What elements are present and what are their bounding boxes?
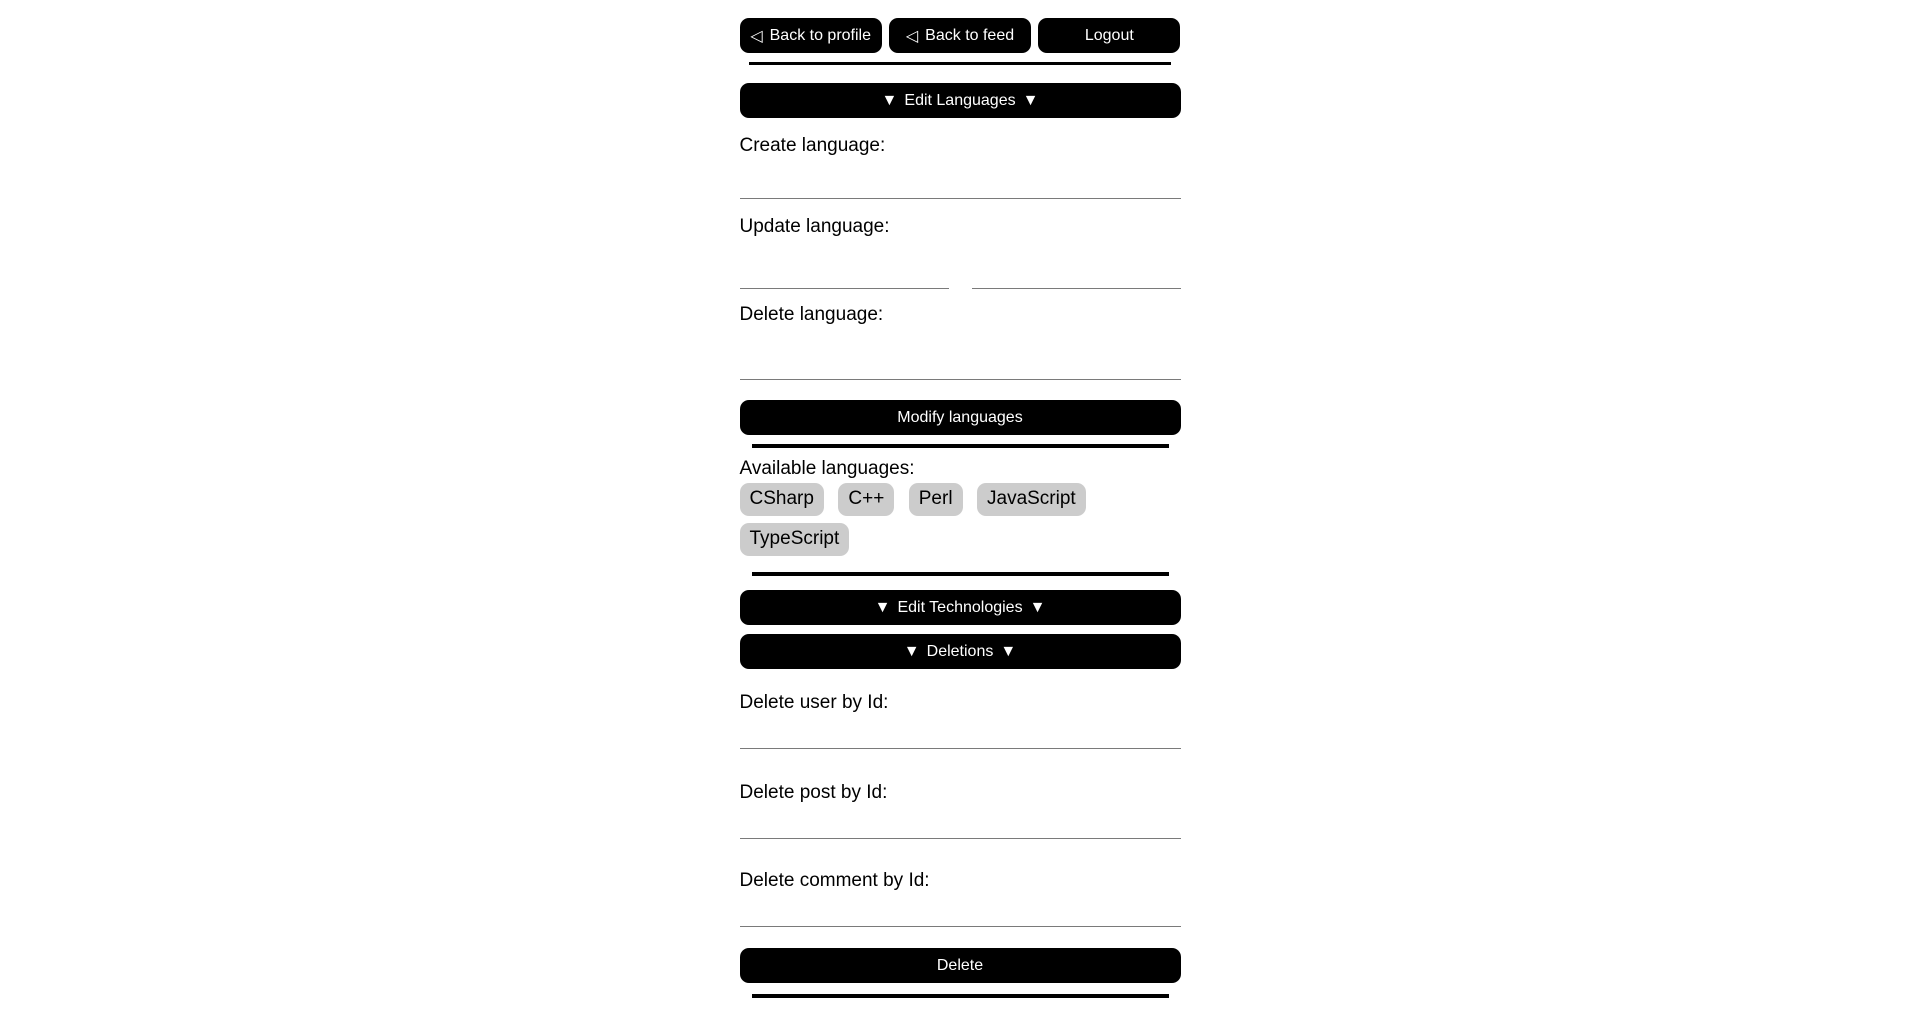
- delete-language-label: Delete language:: [739, 304, 884, 325]
- back-to-feed-label: Back to feed: [925, 26, 1015, 44]
- admin-panel: [740, 0, 1181, 998]
- update-language-new-input[interactable]: [972, 247, 1181, 289]
- update-language-label: Update language:: [739, 216, 890, 237]
- create-language-label: Create language:: [739, 135, 886, 156]
- delete-user-id-input[interactable]: [740, 714, 1181, 749]
- back-triangle-icon: ◁: [750, 27, 763, 45]
- modify-languages-button[interactable]: [740, 400, 1181, 435]
- chevron-down-icon: ▼: [903, 642, 920, 660]
- available-languages-label: Available languages:: [739, 458, 915, 479]
- edit-languages-toggle-label: Edit Languages: [904, 91, 1016, 109]
- delete-language-input[interactable]: [740, 326, 1181, 380]
- back-triangle-icon: ◁: [905, 27, 919, 45]
- top-nav: [740, 18, 1181, 53]
- section-divider: [752, 444, 1169, 448]
- logout-label: Logout: [1084, 26, 1134, 44]
- deletions-toggle[interactable]: [740, 634, 1181, 669]
- top-divider: [749, 62, 1171, 65]
- language-pill[interactable]: C++: [838, 483, 894, 516]
- language-pill[interactable]: TypeScript: [740, 523, 850, 556]
- delete-post-label: Delete post by Id:: [739, 782, 888, 803]
- language-pill[interactable]: JavaScript: [977, 483, 1086, 516]
- available-languages-list: [740, 483, 1181, 563]
- delete-post-id-input[interactable]: [740, 804, 1181, 839]
- deletions-toggle-label: Deletions: [926, 642, 994, 660]
- logout-button[interactable]: [1038, 18, 1180, 53]
- back-to-profile-label: Back to profile: [769, 26, 872, 44]
- section-divider: [752, 572, 1169, 576]
- chevron-down-icon: ▼: [874, 598, 891, 616]
- modify-languages-label: Modify languages: [897, 408, 1023, 426]
- edit-technologies-toggle[interactable]: [740, 590, 1181, 625]
- back-to-profile-button[interactable]: [740, 18, 882, 53]
- back-to-feed-button[interactable]: [889, 18, 1031, 53]
- delete-user-label: Delete user by Id:: [739, 692, 889, 713]
- bottom-divider: [752, 994, 1169, 998]
- delete-button-label: Delete: [936, 956, 984, 974]
- create-language-input[interactable]: [740, 157, 1181, 199]
- language-pill[interactable]: Perl: [909, 483, 963, 516]
- chevron-down-icon: ▼: [1000, 642, 1017, 660]
- delete-button[interactable]: [740, 948, 1181, 983]
- chevron-down-icon: ▼: [1022, 91, 1039, 109]
- edit-languages-toggle[interactable]: [740, 83, 1181, 118]
- update-language-old-input[interactable]: [740, 247, 949, 289]
- edit-technologies-toggle-label: Edit Technologies: [897, 598, 1023, 616]
- delete-comment-label: Delete comment by Id:: [739, 870, 930, 891]
- chevron-down-icon: ▼: [881, 91, 898, 109]
- language-pill[interactable]: CSharp: [740, 483, 824, 516]
- chevron-down-icon: ▼: [1029, 598, 1046, 616]
- update-language-row: [740, 238, 1181, 289]
- delete-comment-id-input[interactable]: [740, 892, 1181, 927]
